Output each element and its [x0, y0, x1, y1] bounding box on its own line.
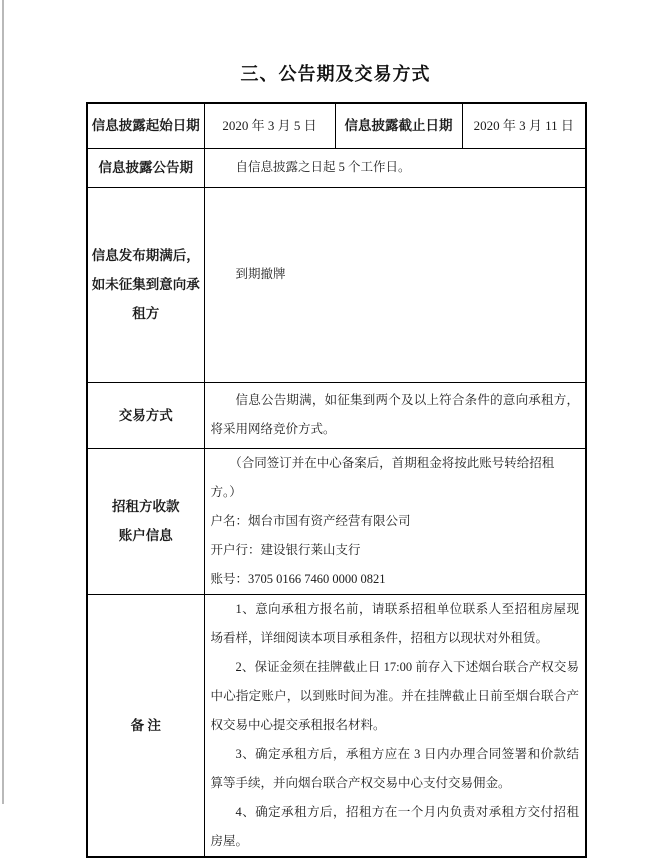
lessor-account-label-line: 招租方收款: [112, 499, 180, 514]
remark-item-2: 2、保证金须在挂牌截止日 17:00 前存入下述烟台联合产权交易中心指定账户，以到账时间为准。并在挂牌截止日前至烟台联合产权交易中心提交承租报名材料。: [210, 659, 579, 732]
cell-lessor-account-label: [87, 448, 204, 594]
section-title: 三、公告期及交易方式: [240, 64, 431, 84]
table-row: [87, 594, 586, 857]
table-row: [87, 187, 586, 382]
table-row: [87, 103, 586, 148]
lessor-account-label-line: 账户信息: [118, 528, 173, 543]
cell-disclosure-end-label: 信息披露截止日期: [335, 103, 462, 148]
cell-announcement-period-value: [204, 148, 586, 187]
no-intent-text: 到期撤牌: [235, 267, 286, 281]
account-name-text: 户名：烟台市国有资产经营有限公司: [210, 513, 411, 528]
remark-item-4: 4、确定承租方后，招租方在一个月内负责对承租方交付招租房屋。: [210, 804, 579, 848]
cell-remarks-value: [204, 594, 586, 857]
cell-transaction-method-value: [204, 382, 586, 448]
account-note-text: （合同签订并在中心备案后，首期租金将按此账号转给招租方。）: [210, 455, 555, 499]
no-intent-label-line: 信息发布期满后，: [91, 248, 200, 263]
cell-disclosure-end-value: 2020 年 3 月 11 日: [462, 103, 586, 148]
cell-announcement-period-label: 信息披露公告期: [87, 148, 204, 187]
account-number-text: 账号：3705 0166 7460 0000 0821: [210, 571, 386, 586]
cell-lessor-account-value: [204, 448, 586, 594]
remark-item-3: 3、确定承租方后，承租方应在 3 日内办理合同签署和价款结算等手续，并向烟台联合产权交易中心支付交易佣金。: [210, 746, 579, 790]
no-intent-label-line: 如未征集到意向承: [91, 277, 200, 292]
table-row: [87, 448, 586, 594]
page-left-edge: [2, 0, 4, 804]
cell-remarks-label: 备 注: [87, 594, 204, 857]
cell-disclosure-start-label: 信息披露起始日期: [87, 103, 204, 148]
cell-transaction-method-label: 交易方式: [87, 382, 204, 448]
table-row: [87, 382, 586, 448]
no-intent-label-line: 租方: [132, 306, 160, 321]
announcement-period-table: [86, 102, 587, 858]
cell-no-intent-value: [204, 187, 586, 382]
cell-no-intent-label: [87, 187, 204, 382]
table-row: [87, 148, 586, 187]
remark-item-1: 1、意向承租方报名前，请联系招租单位联系人至招租房屋现场看样，详细阅读本项目承租条件，招租方以现状对外租赁。: [210, 601, 579, 645]
cell-disclosure-start-value: 2020 年 3 月 5 日: [204, 103, 335, 148]
transaction-method-text: 信息公告期满，如征集到两个及以上符合条件的意向承租方，将采用网络竞价方式。: [210, 393, 579, 436]
account-bank-text: 开户行：建设银行莱山支行: [210, 542, 361, 557]
announcement-period-text: 自信息披露之日起 5 个工作日。: [235, 160, 411, 174]
